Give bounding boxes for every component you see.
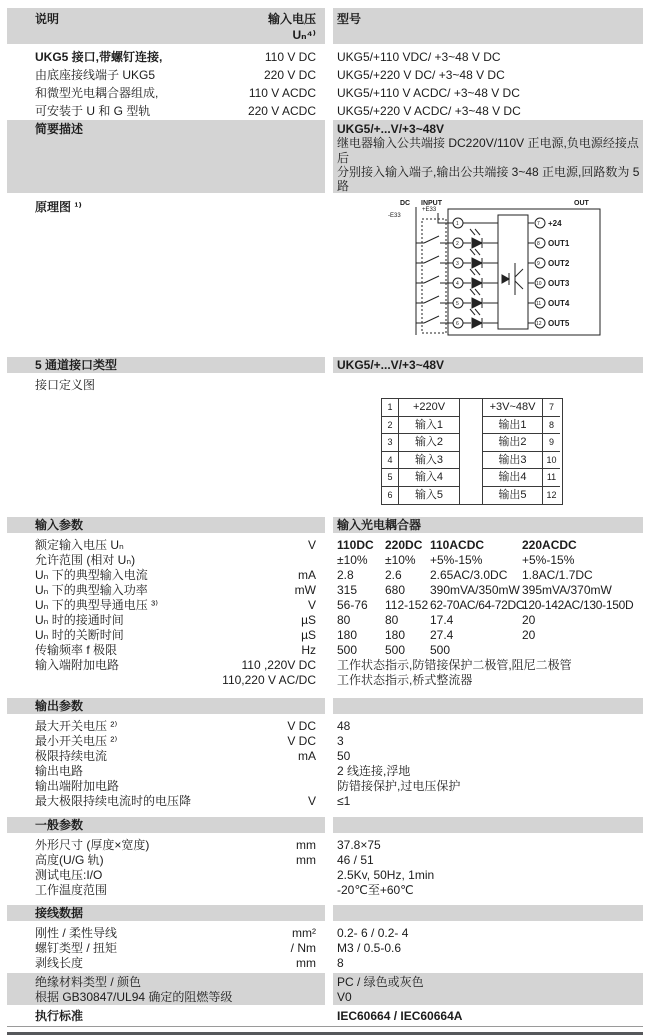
pin-label: 输出4 — [482, 469, 543, 487]
pin-no: 7 — [543, 399, 560, 417]
param-value: 3 — [337, 734, 344, 749]
pin-number: 2 — [456, 241, 459, 248]
bottom-rule — [7, 1026, 643, 1035]
pin-label: 输入1 — [399, 417, 460, 435]
pin-number: 9 — [537, 261, 540, 268]
param-value: 工作状态指示,桥式整流器 — [337, 673, 473, 688]
param-label: 高度(U/G 轨) — [35, 853, 104, 868]
param-label: 额定输入电压 Uₙ — [35, 538, 124, 553]
param-value: ≤1 — [337, 794, 351, 809]
param-unit: Hz — [301, 643, 316, 658]
column-gutter — [325, 8, 333, 44]
pin-number: 6 — [456, 321, 459, 328]
param-value: -20℃至+60℃ — [337, 883, 414, 898]
circuit-schematic — [376, 195, 632, 343]
param-value: 8 — [337, 956, 344, 971]
param-unit: V — [307, 538, 316, 553]
param-label: 螺钉类型 / 扭矩 — [35, 941, 118, 956]
pin-label: 输入5 — [399, 487, 460, 505]
param-value: 0.2- 6 / 0.2- 4 — [337, 926, 409, 941]
param-label: 最小开关电压 ²⁾ — [35, 734, 118, 749]
standards-row — [7, 1009, 643, 1024]
pin-table-caption: 接口定义图 — [35, 378, 96, 393]
voltage-footnote: Uₙ⁴⁾ — [292, 28, 316, 42]
pin-number: 12 — [536, 321, 542, 328]
product-description: 可安装于 U 和 G 型轨 — [35, 104, 151, 118]
param-label: 传输频率 f 极限 — [35, 643, 118, 658]
param-label: 执行标准 — [35, 1009, 84, 1024]
param-label: 绝缘材料类型 / 颜色 — [35, 975, 142, 990]
pin-label: 输出5 — [482, 487, 543, 505]
output-label: OUT1 — [548, 239, 570, 249]
pin-no: 1 — [382, 399, 399, 417]
voltage-value: 220 V ACDC — [247, 104, 316, 118]
brief-model-title: UKG5/+...V/+3~48V — [337, 122, 445, 136]
param-value: 2.5Kv, 50Hz, 1min — [337, 868, 435, 883]
pin-number: 11 — [536, 301, 542, 308]
pin-number: 4 — [456, 281, 459, 288]
param-value: M3 / 0.5-0.6 — [337, 941, 402, 956]
pin-label: 输出3 — [482, 452, 543, 470]
pin-no: 4 — [382, 452, 399, 470]
section-title: 简要描述 — [7, 120, 325, 193]
pin-no: 6 — [382, 487, 399, 505]
model-code: UKG5/+220 V ACDC/ +3~48 V DC — [337, 104, 521, 118]
param-value: 工作状态指示,防错接保护二极管,阻尼二极管 — [337, 658, 572, 673]
output-params-section — [7, 698, 643, 714]
pin-number: 7 — [537, 221, 540, 228]
pin-label: +220V — [399, 399, 460, 417]
brief-description-section — [7, 120, 643, 193]
param-label: 输出端附加电路 — [35, 779, 120, 794]
pin-no: 5 — [382, 469, 399, 487]
product-description: 和微型光电耦合器组成, — [35, 86, 159, 100]
voltage-value: 110 V DC — [264, 50, 316, 64]
param-unit: mm — [296, 956, 316, 971]
param-unit: / Nm — [290, 941, 316, 956]
section-title: 输入参数 — [7, 517, 325, 533]
model-row — [7, 102, 643, 120]
param-value: 48 — [337, 719, 351, 734]
param-value: IEC60664 / IEC60664A — [337, 1009, 463, 1024]
neg-rail-label: -E33 — [388, 213, 401, 220]
pin-label: 输出1 — [482, 417, 543, 435]
brief-text-line: 继电器输入公共端接 DC220V/110V 正电源,负电源经接点后 — [337, 136, 639, 165]
param-label: 刚性 / 柔性导线 — [35, 926, 118, 941]
output-label: OUT4 — [548, 299, 570, 309]
param-unit: mA — [298, 749, 316, 764]
brief-text-line: 分别接入输入端子,输出公共端接 3~48 正电源,回路数为 5 路 — [337, 164, 640, 194]
param-unit: V — [307, 794, 316, 809]
pin-label: +3V~48V — [482, 399, 543, 417]
pin-number: 1 — [456, 221, 459, 228]
param-unit: mm — [296, 838, 316, 853]
param-unit: mm² — [292, 926, 316, 941]
model-row — [7, 66, 643, 84]
param-value: 2 线连接,浮地 — [337, 764, 411, 779]
param-condition: 110,220 V AC/DC — [222, 673, 316, 688]
section-title: 一般参数 — [7, 817, 325, 833]
schematic-section — [0, 193, 650, 355]
param-unit: mW — [294, 583, 316, 598]
param-label: 最大极限持续电流时的电压降 — [35, 794, 192, 809]
param-label: Uₙ 下的典型导通电压 ³⁾ — [35, 598, 159, 613]
interface-type-section — [7, 357, 643, 373]
model-row — [7, 84, 643, 102]
param-value: 防错接保护,过电压保护 — [337, 779, 461, 794]
optocoupler-symbol — [502, 263, 523, 295]
pin-no: 11 — [543, 469, 560, 487]
param-label: 输入端附加电路 — [35, 658, 120, 673]
param-label: 允许范围 (相对 Uₙ) — [35, 553, 136, 568]
model-table — [0, 48, 650, 120]
param-unit: V DC — [287, 719, 316, 734]
schematic-caption: 原理图 ¹⁾ — [35, 200, 82, 215]
col-header-model: 型号 — [333, 8, 643, 44]
pin-label: 输出2 — [482, 434, 543, 452]
param-value: 37.8×75 — [337, 838, 381, 853]
output-label: OUT3 — [548, 279, 570, 289]
col-header-input-voltage: 输入电压 Uₙ⁴⁾ — [267, 12, 316, 42]
section-title: 输出参数 — [7, 698, 325, 714]
param-label: Uₙ 下的典型输入功率 — [35, 583, 148, 598]
pin-no: 10 — [543, 452, 560, 470]
pin-number: 3 — [456, 261, 459, 268]
input-channel-rows — [416, 229, 545, 328]
product-description: UKG5 接口,带螺钉连接, — [35, 50, 163, 64]
param-unit: mA — [298, 568, 316, 583]
param-label: Uₙ 下的典型输入电流 — [35, 568, 148, 583]
pin-no: 12 — [546, 489, 557, 500]
param-value: V0 — [337, 990, 352, 1005]
param-label: Uₙ 时的接通时间 — [35, 613, 124, 628]
param-label: 根据 GB30847/UL94 确定的阻燃等级 — [35, 990, 233, 1005]
model-code: UKG5/+220 V DC/ +3~48 V DC — [337, 68, 505, 82]
output-label: OUT2 — [548, 259, 570, 269]
param-unit: V DC — [287, 734, 316, 749]
param-unit: mm — [296, 853, 316, 868]
pin-number: 8 — [537, 241, 540, 248]
pin-label: 输入4 — [399, 469, 460, 487]
product-description: 由底座接线端子 UKG5 — [35, 68, 156, 82]
param-unit: µS — [301, 628, 316, 643]
output-label: +24 — [548, 219, 562, 229]
general-params-rows — [0, 838, 650, 898]
param-label: 外形尺寸 (厚度×宽度) — [35, 838, 150, 853]
param-value: 46 / 51 — [337, 853, 374, 868]
param-label: 最大开关电压 ²⁾ — [35, 719, 118, 734]
input-params-rows: 额定输入电压 Uₙ V 110DC 220DC 110ACDC 220ACDC 允许范围 (相对 Uₙ) ±10% ±10% +5%-15% +5%-15% Uₙ 下的典型输入电流 mA 2.8 2.6 2.65AC/3.0DC 1.8AC/1.7DC Uₙ 下的典型输入功率 mW 315 680 390mVA/350mW 395mVA/370mW Uₙ 下的典型导通电压 ³⁾ V 56-76 112-152 62-70AC/64-72DC 120-142AC/130-150D Uₙ 时的接通时间 µS 80 80 17.4 20 Uₙ 时的关断时间 µS 180 180 27.4 20 传输频率 f 极限 Hz 500 500 500 输入端附加电路 110 ,220V DC 工作状态指示,防错接保护二极管,阻尼二极管 110,220 V AC/DC 工作状态指示,桥式整流器 — [0, 538, 650, 688]
dc-label: DC — [400, 200, 411, 208]
pin-definition-table — [381, 398, 563, 505]
section-model: UKG5/+...V/+3~48V — [333, 357, 643, 373]
wiring-rows — [0, 926, 650, 971]
param-label: 测试电压:I/O — [35, 868, 103, 883]
param-value: 50 — [337, 749, 351, 764]
param-label: 输出电路 — [35, 764, 84, 779]
model-code: UKG5/+110 V ACDC/ +3~48 V DC — [337, 86, 520, 100]
out-label: OUT — [574, 200, 589, 208]
general-params-section — [7, 817, 643, 833]
output-label: OUT5 — [548, 319, 570, 329]
pin-label: 输入3 — [399, 452, 460, 470]
pin-number: 10 — [536, 281, 542, 288]
section-title: 5 通道接口类型 — [7, 357, 325, 373]
col-header-description: 说明 — [35, 12, 60, 26]
pin-no: 2 — [382, 417, 399, 435]
pin-no: 3 — [382, 434, 399, 452]
param-label: 工作温度范围 — [35, 883, 108, 898]
param-unit: V — [307, 598, 316, 613]
pin-number: 5 — [456, 301, 459, 308]
section-subtitle: 输入光电耦合器 — [333, 517, 643, 533]
table-header — [7, 8, 643, 44]
param-label: 极限持续电流 — [35, 749, 108, 764]
param-unit: µS — [301, 613, 316, 628]
pin-no: 9 — [543, 434, 560, 452]
input-params-section — [7, 517, 643, 533]
pin-no: 8 — [543, 417, 560, 435]
insulation-section — [7, 973, 643, 1005]
voltage-value: 220 V DC — [263, 68, 316, 82]
param-value: PC / 绿色或灰色 — [337, 975, 424, 990]
pos-rail-label: +E33 — [422, 207, 437, 214]
input-label: INPUT — [421, 200, 442, 208]
pin-label: 输入2 — [399, 434, 460, 452]
param-label: Uₙ 时的关断时间 — [35, 628, 124, 643]
voltage-value: 110 V ACDC — [248, 86, 316, 100]
model-row — [7, 48, 643, 66]
param-label: 剥线长度 — [35, 956, 84, 971]
model-code: UKG5/+110 VDC/ +3~48 V DC — [337, 50, 501, 64]
wiring-data-section — [7, 905, 643, 921]
output-params-rows — [0, 719, 650, 809]
param-condition: 110 ,220V DC — [241, 658, 316, 673]
section-title: 接线数据 — [7, 905, 325, 921]
